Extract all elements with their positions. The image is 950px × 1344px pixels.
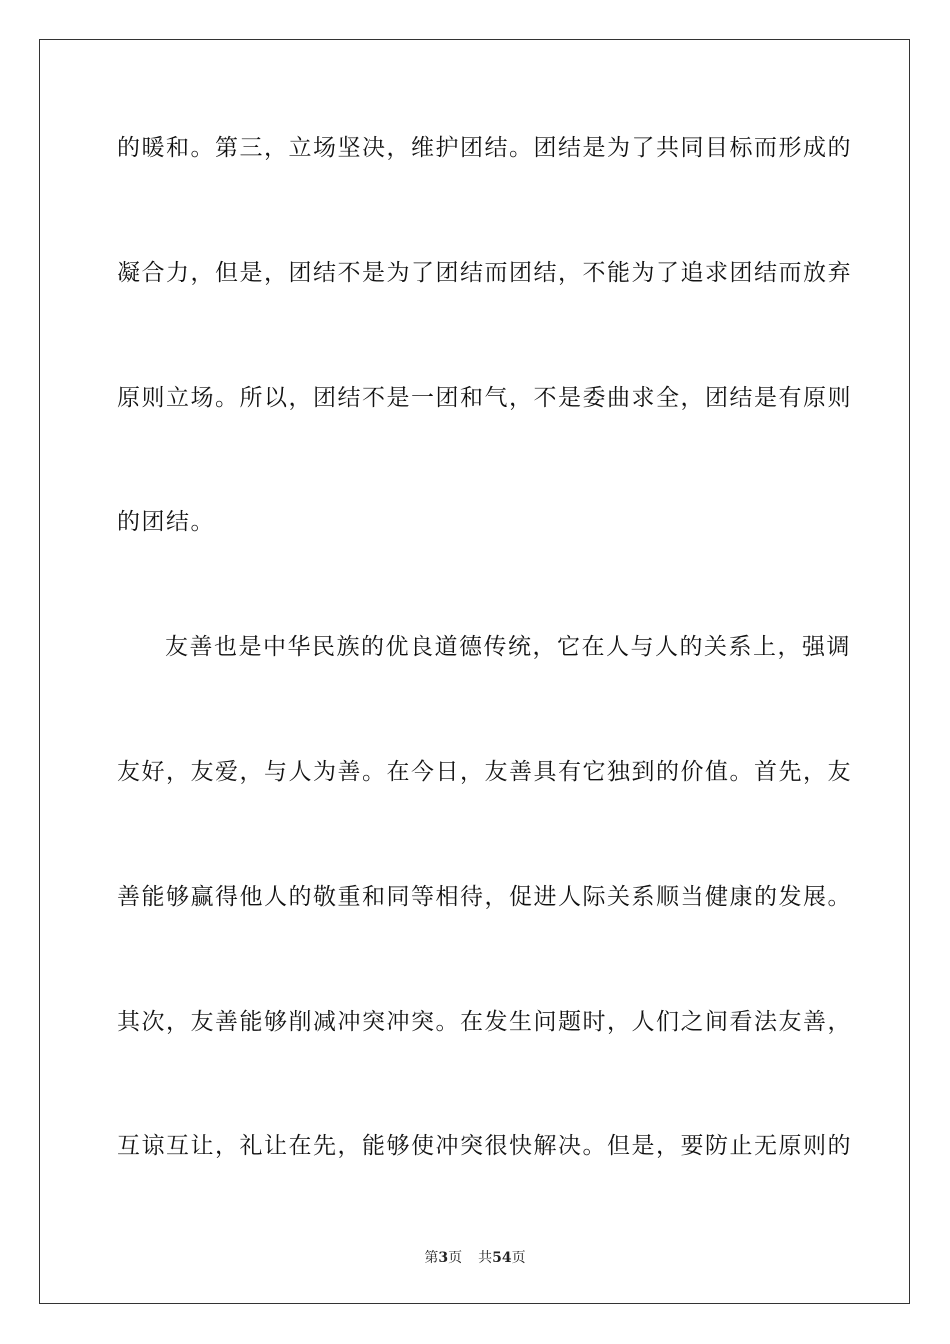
text-line: 善能够赢得他人的敬重和同等相待，促进人际关系顺当健康的发展。 [117, 883, 852, 910]
text-line: 凝合力，但是，团结不是为了团结而团结，不能为了追求团结而放弃 [117, 259, 852, 286]
text-line-indented: 友善也是中华民族的优良道德传统，它在人与人的关系上，强调 [165, 634, 851, 661]
text-line: 原则立场。所以，团结不是一团和气，不是委曲求全，团结是有原则 [117, 384, 852, 411]
page-number: 3 [438, 1250, 449, 1266]
page-prefix: 第 [424, 1250, 439, 1266]
text-line: 的暖和。第三，立场坚决，维护团结。团结是为了共同目标而形成的 [117, 135, 852, 161]
page-footer [0, 1247, 950, 1267]
text-line: 互谅互让，礼让在先，能够使冲突很快解决。但是，要防止无原则的 [117, 1133, 852, 1160]
total-prefix: 共 [478, 1250, 493, 1266]
page-suffix: 页 [448, 1250, 463, 1266]
total-suffix: 页 [511, 1250, 526, 1266]
text-line: 其次，友善能够削减冲突冲突。在发生问题时，人们之间看法友善， [117, 1008, 852, 1035]
total-pages: 54 [492, 1250, 512, 1266]
text-line: 的团结。 [117, 509, 215, 536]
body-text [117, 122, 852, 1245]
text-line: 友好，友爱，与人为善。在今日，友善具有它独到的价值。首先，友 [117, 758, 852, 785]
